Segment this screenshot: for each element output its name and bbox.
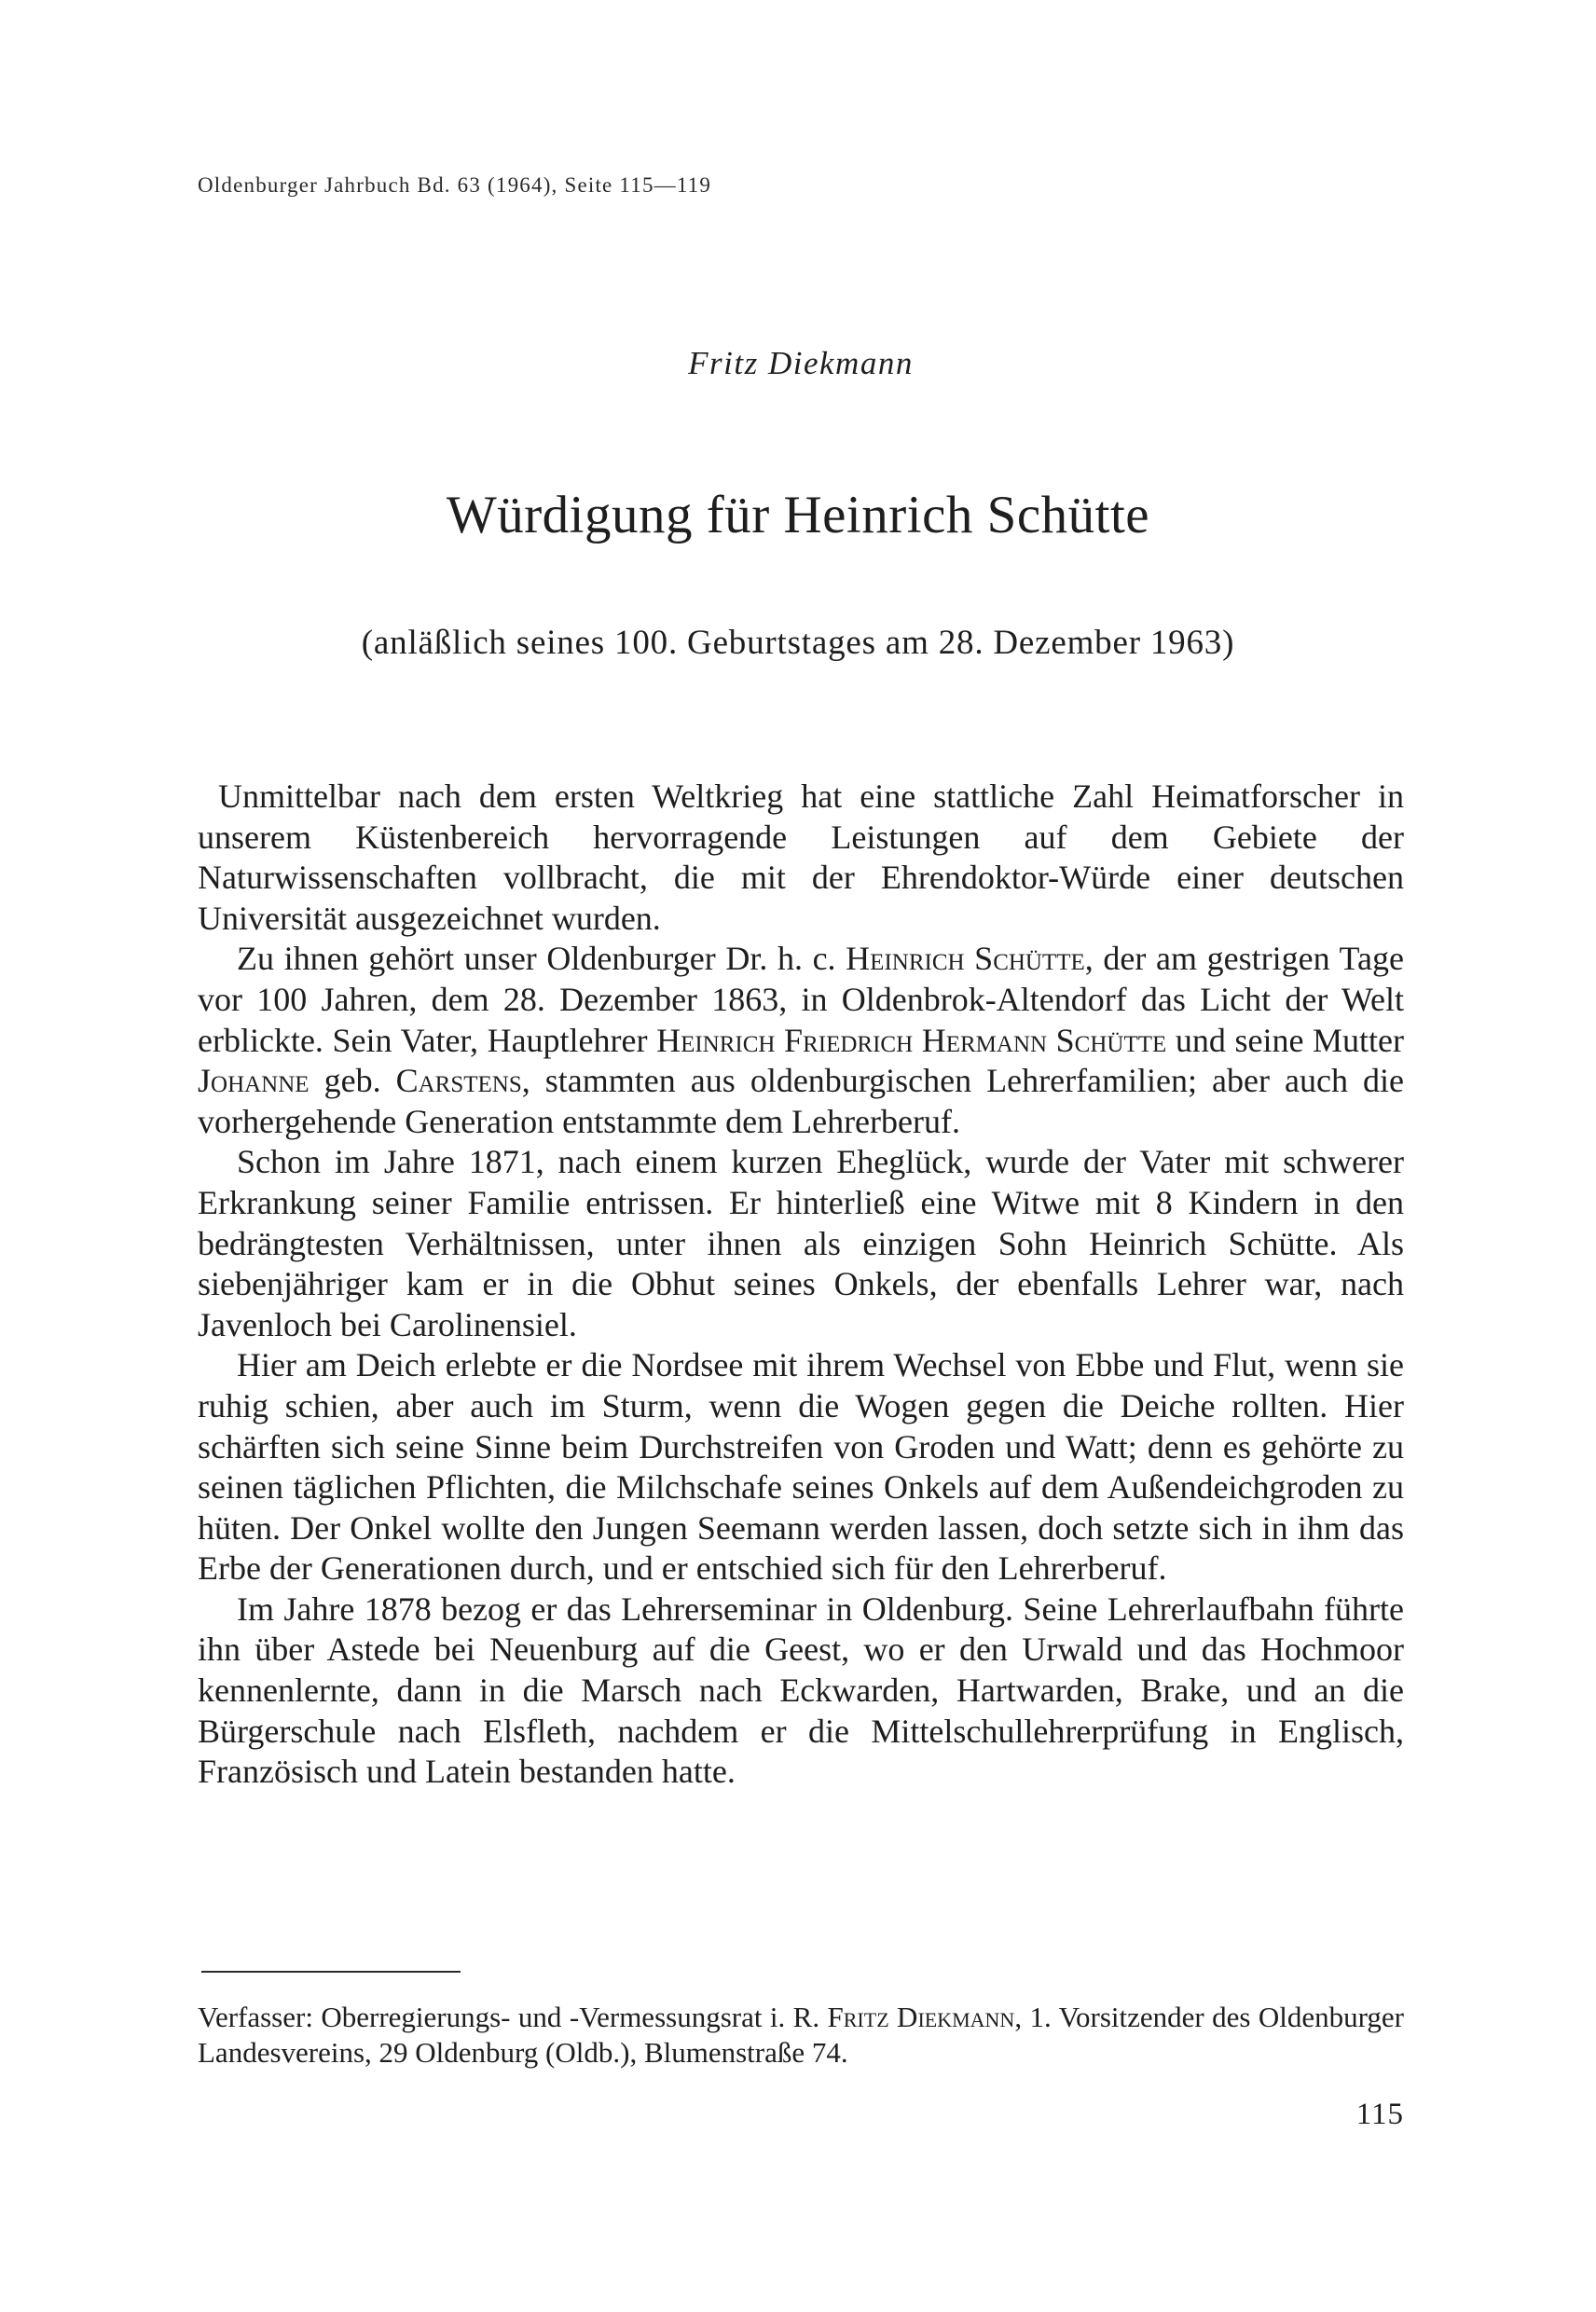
article-title: Würdigung für Heinrich Schütte <box>446 486 1150 544</box>
person-name-carstens: Carstens <box>395 1062 522 1100</box>
person-name-mother: Johanne <box>198 1062 310 1100</box>
person-name-heinrich-schuette: Heinrich Schütte <box>846 940 1085 978</box>
paragraph-2-text-3: und seine Mutter <box>1166 1021 1404 1059</box>
paragraph-2-text-2: , der am gestrigen Tage vor 100 Jahren, dem 28. Dezember 1863, in Oldenbrok-Altendorf das Licht der Welt erblickte. Sein Vater, Hauptlehrer <box>198 940 1404 1059</box>
paragraph-2-text-4: geb. <box>309 1062 396 1100</box>
paragraph-5: Im Jahre 1878 bezog er das Lehrerseminar in Oldenburg. Seine Lehrerlaufbahn führte ihn über Astede bei Neuenburg auf die Geest, wo er den Urwald und das Hochmoor kennenlernte, dann in die Marsch nach Eckwarden, Hartwarden, Brake, und an die Bürgerschule nach Elsfleth, nachdem er die Mittelschullehrerprüfung in Englisch, Französisch und Latein bestanden hatte. <box>198 1590 1404 1791</box>
footnote-author-name: Fritz Diekmann <box>827 2001 1015 2033</box>
paragraph-2 <box>198 939 1404 1142</box>
paragraph-2-text-1: Zu ihnen gehört unser Oldenburger Dr. h. c. <box>237 940 846 978</box>
article-subtitle: (anläßlich seines 100. Geburtstages am 28. Dezember 1963) <box>361 624 1235 662</box>
footnote-rule <box>201 1971 461 1973</box>
footnote <box>198 2000 1404 2071</box>
footnote-text-2: , 1. Vorsitzender des Oldenburger Landesvereins, 29 Oldenburg (Oldb.), Blumenstraße 74. <box>198 2001 1404 2069</box>
paragraph-4: Hier am Deich erlebte er die Nordsee mit ihrem Wechsel von Ebbe und Flut, wenn sie ruhig schien, aber auch im Sturm, wenn die Wogen gegen die Deiche rollten. Hier schärften sich seine Sinne beim Durchstreifen von Groden und Watt; denn es gehörte zu seinen täglichen Pflichten, die Milchschafe seines Onkels auf dem Außendeichgroden zu hüten. Der Onkel wollte den Jungen Seemann werden lassen, doch setzte sich in ihm das Erbe der Generationen durch, und er entschied sich für den Lehrerberuf. <box>198 1346 1404 1588</box>
body-text <box>198 777 1404 1793</box>
paragraph-2-text-5: , stammten aus oldenburgischen Lehrerfamilien; aber auch die vorhergehende Generation entstammte dem Lehrerberuf. <box>198 1062 1404 1140</box>
author-name: Fritz Diekmann <box>688 345 914 381</box>
paragraph-1: Unmittelbar nach dem ersten Weltkrieg hat eine stattliche Zahl Heimatforscher in unserem Küstenbereich hervorragende Leistungen auf dem Gebiete der Naturwissenschaften vollbracht, die mit der Ehrendoktor-Würde einer deutschen Universität ausgezeichnet wurden. <box>198 778 1404 937</box>
footnote-text-1: Verfasser: Oberregierungs- und -Vermessungsrat i. R. <box>198 2001 828 2033</box>
page-number: 115 <box>1355 2098 1404 2131</box>
person-name-father: Heinrich Friedrich Hermann Schütte <box>656 1021 1167 1059</box>
running-head: Oldenburger Jahrbuch Bd. 63 (1964), Seite 115—119 <box>198 173 712 197</box>
paragraph-3: Schon im Jahre 1871, nach einem kurzen Eheglück, wurde der Vater mit schwerer Erkrankung seiner Familie entrissen. Er hinterließ eine Witwe mit 8 Kindern in den bedrängtesten Verhältnissen, unter ihnen als einzigen Sohn Heinrich Schütte. Als siebenjähriger kam er in die Obhut seines Onkels, der ebenfalls Lehrer war, nach Javenloch bei Carolinensiel. <box>198 1143 1404 1343</box>
